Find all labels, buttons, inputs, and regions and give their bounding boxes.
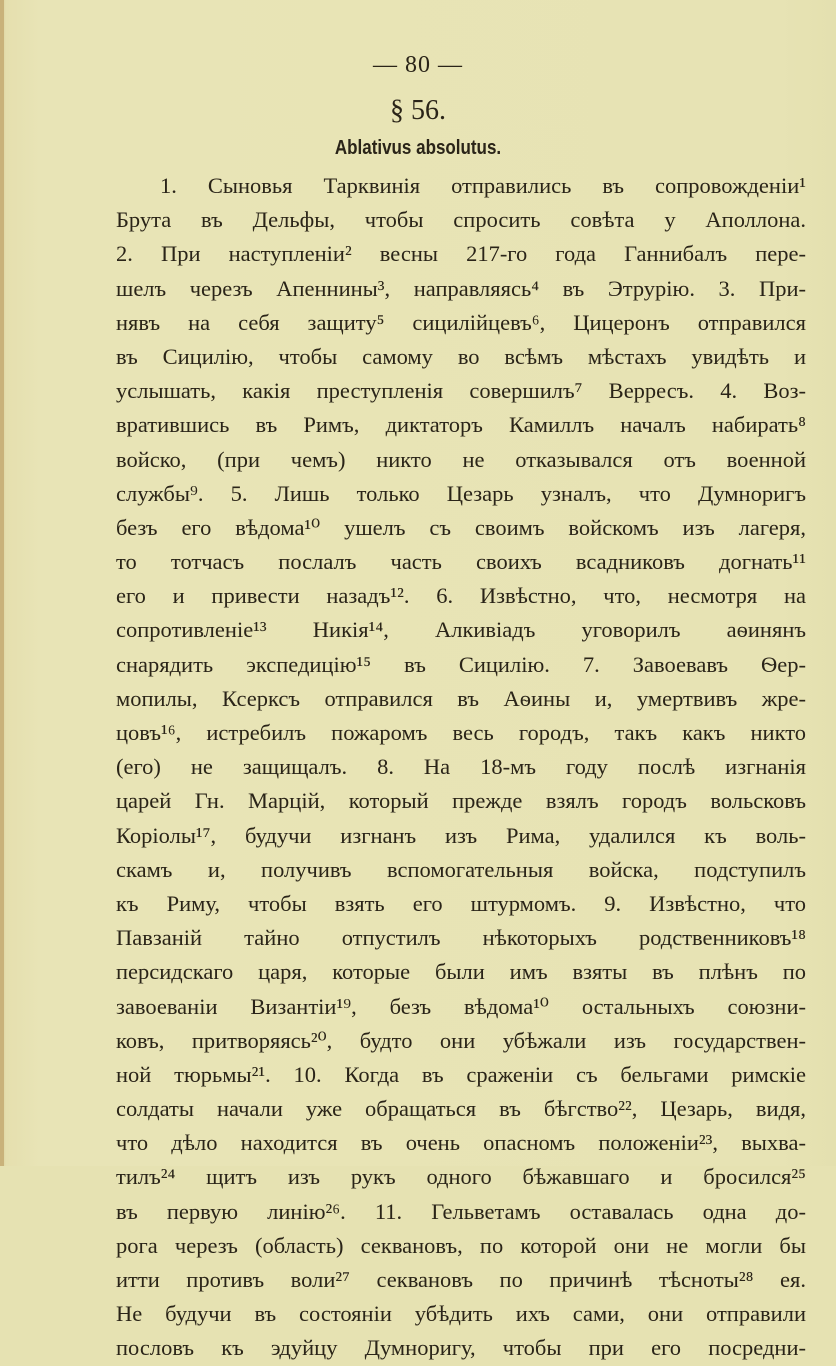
text-line: войско, (при чемъ) никто не отказывался отъ военной	[116, 446, 806, 472]
page-binding-edge	[0, 0, 4, 1166]
text-line: персидскаго царя, которые были имъ взяты въ плѣнъ по	[116, 959, 806, 985]
exercise-text	[116, 169, 806, 1366]
text-line: Не будучи въ состояніи убѣдить ихъ сами, они отправили	[116, 1301, 806, 1327]
text-line: завоеваніи Византіи¹⁹, безъ вѣдома¹⁰ остальныхъ союзни-	[116, 993, 806, 1019]
text-line: вратившись въ Римъ, диктаторъ Камиллъ началъ набирать⁸	[116, 412, 806, 438]
text-line: 2. При наступленіи² весны 217-го года Ганнибалъ пере-	[116, 241, 806, 267]
text-line: 1. Сыновья Тарквинія отправились въ сопровожденіи¹	[160, 173, 806, 198]
text-line: скамъ и, получивъ вспомогательныя войска, подступилъ	[116, 856, 806, 882]
text-line: тилъ²⁴ щитъ изъ рукъ одного бѣжавшаго и бросился²⁵	[116, 1164, 806, 1190]
section-title: Ablativus absolutus.	[334, 137, 502, 159]
text-line: (его) не защищалъ. 8. На 18-мъ году послѣ изгнанія	[116, 754, 806, 780]
text-line: ной тюрьмы²¹. 10. Когда въ сраженіи съ бельгами римскіе	[116, 1061, 806, 1087]
section-heading: § 56.	[390, 95, 446, 126]
text-line: Коріолы¹⁷, будучи изгнанъ изъ Рима, удалился къ воль-	[116, 822, 806, 848]
text-line: шелъ черезъ Апеннины³, направляясь⁴ въ Этрурію. 3. При-	[116, 275, 806, 301]
text-line: итти противъ воли²⁷ секвановъ по причинѣ тѣсноты²⁸ ея.	[116, 1267, 806, 1292]
text-line: цовъ¹⁶, истребилъ пожаромъ весь городъ, такъ какъ никто	[116, 720, 806, 745]
text-line: его и привести назадъ¹². 6. Извѣстно, что, несмотря на	[116, 583, 806, 609]
text-line: то тотчасъ послалъ часть своихъ всадниковъ догнать¹¹	[116, 549, 806, 575]
text-line: Брута въ Дельфы, чтобы спросить совѣта у Аполлона.	[116, 207, 806, 233]
text-line: нявъ на себя защиту⁵ сицилійцевъ⁶, Цицеронъ отправился	[116, 309, 806, 335]
text-line: къ Риму, чтобы взять его штурмомъ. 9. Извѣстно, что	[116, 890, 806, 916]
text-line: солдаты начали уже обращаться въ бѣгство²², Цезарь, видя,	[116, 1096, 806, 1122]
text-line: въ первую линію²⁶. 11. Гельветамъ оставалась одна до-	[116, 1198, 806, 1224]
text-line: царей Гн. Марцій, который прежде взялъ городъ вольсковъ	[116, 788, 806, 814]
text-line: сопротивленіе¹³ Никія¹⁴, Алкивіадъ уговорилъ аѳинянъ	[116, 617, 806, 643]
page-number: — 80 —	[373, 52, 463, 78]
text-line: что дѣло находится въ очень опасномъ положеніи²³, выхва-	[116, 1130, 806, 1156]
text-line: рога черезъ (область) секвановъ, по которой они не могли бы	[116, 1232, 806, 1258]
text-line: въ Сицилію, чтобы самому во всѣмъ мѣстахъ увидѣть и	[116, 343, 806, 369]
text-line: снарядить экспедицію¹⁵ въ Сицилію. 7. Завоевавъ Ѳер-	[116, 651, 806, 677]
text-line: Павзаній тайно отпустилъ нѣкоторыхъ родственниковъ¹⁸	[116, 925, 806, 951]
text-line: пословъ къ эдуйцу Думноригу, чтобы при его посредни-	[116, 1335, 806, 1361]
text-line: услышать, какія преступленія совершилъ⁷ Верресъ. 4. Воз-	[116, 378, 806, 404]
text-line: службы⁹. 5. Лишь только Цезарь узналъ, что Думноригъ	[116, 480, 806, 506]
text-line: безъ его вѣдома¹⁰ ушелъ съ своимъ войскомъ изъ лагеря,	[116, 514, 806, 540]
text-line: ковъ, притворяясь²⁰, будто они убѣжали изъ государствен-	[116, 1027, 806, 1053]
text-line: мопилы, Ксерксъ отправился въ Аѳины и, умертвивъ жре-	[116, 685, 806, 711]
